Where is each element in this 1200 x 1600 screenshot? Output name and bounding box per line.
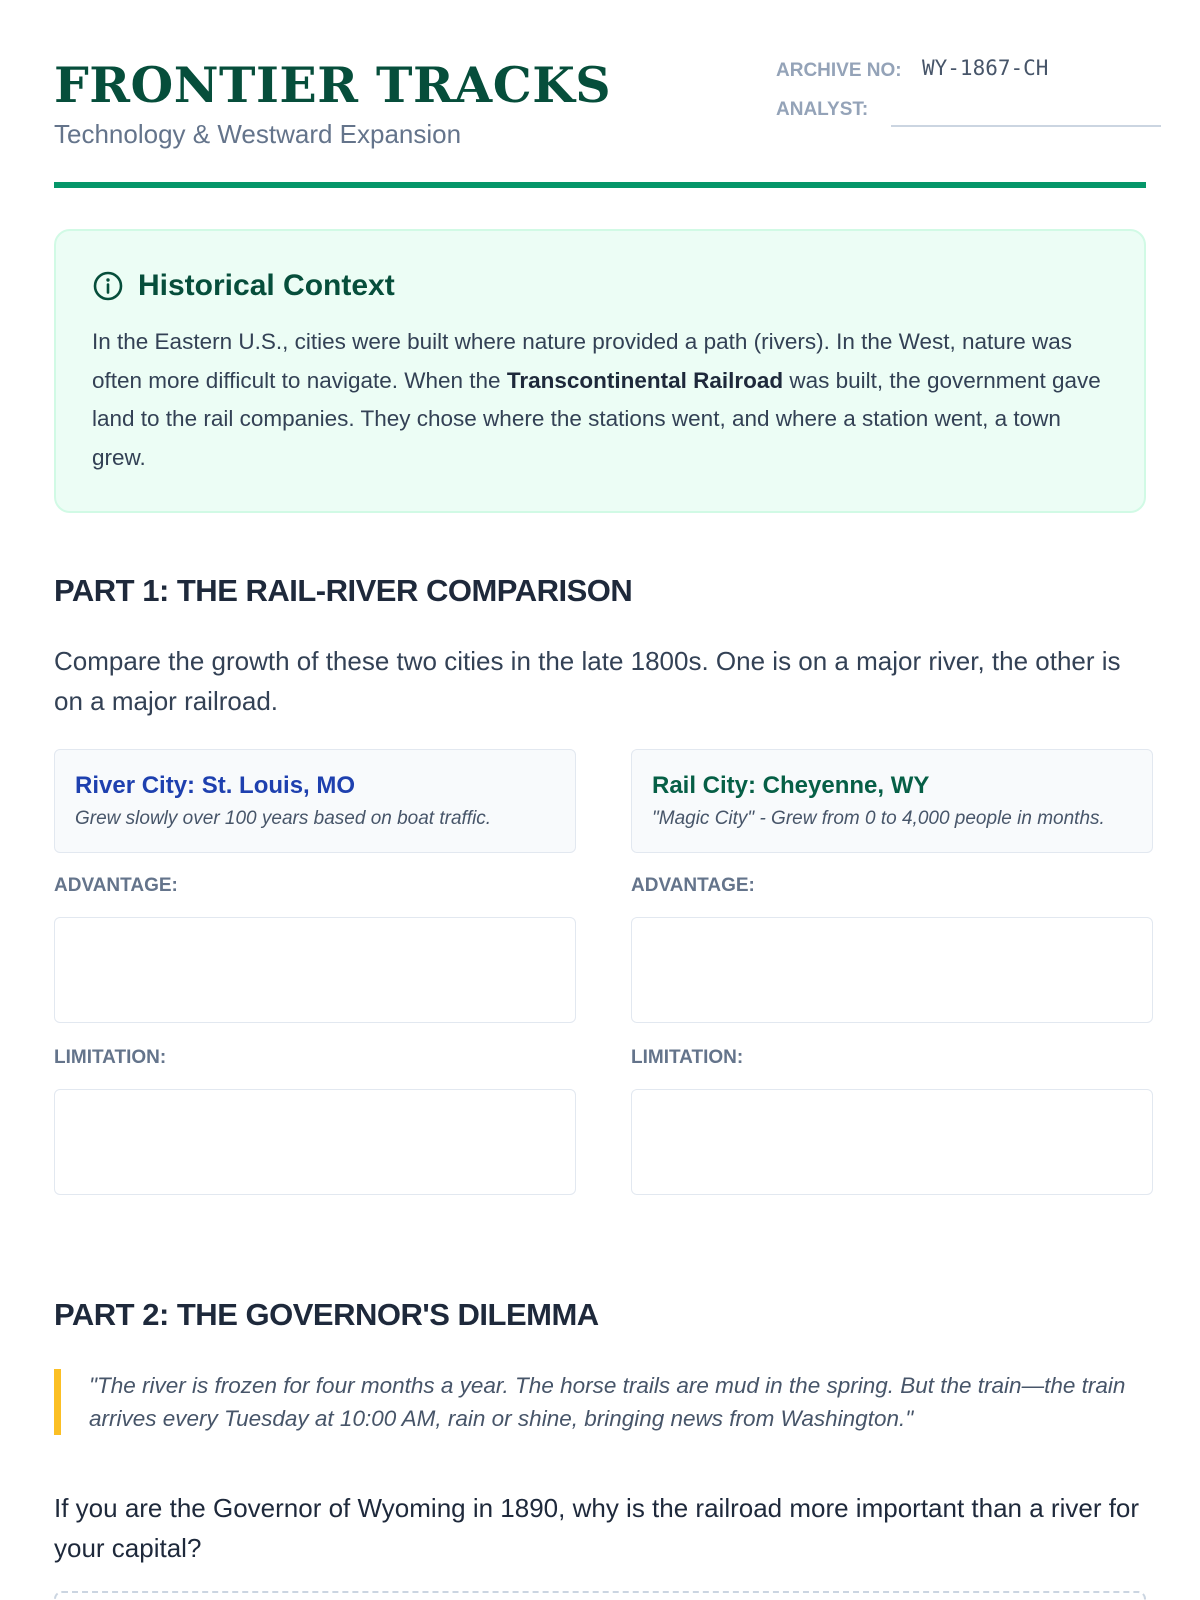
part1-title: PART 1: THE RAIL-RIVER COMPARISON — [54, 573, 633, 608]
archive-value: WY-1867-CH — [922, 56, 1049, 80]
part1-intro: Compare the growth of these two cities in the late 1800s. One is on a major river, the other is on a major railroad. — [54, 646, 1121, 716]
archive-label: ARCHIVE NO: — [776, 60, 902, 81]
river-city-column — [54, 749, 576, 1195]
worksheet-subtitle: Technology & Westward Expansion — [54, 119, 462, 149]
rail-advantage-input[interactable] — [631, 917, 1153, 1023]
context-title: Historical Context — [138, 269, 395, 302]
worksheet-title: FRONTIER TRACKS — [54, 56, 612, 114]
rail-city-card — [631, 749, 1153, 853]
rail-city-description: "Magic City" - Grew from 0 to 4,000 people in months. — [652, 808, 1105, 829]
context-text-start: In the Eastern U.S., cities were built where nature provided a path (rivers). In the West, nature was often more difficult to navigate. When the — [92, 329, 1073, 393]
river-city-card — [54, 749, 576, 853]
river-advantage-label: ADVANTAGE: — [54, 875, 178, 896]
governor-quote: "The river is frozen for four months a year. The horse trails are mud in the spring. But the train—the train arrives every Tuesday at 10:00 AM, rain or shine, bringing news from Washington." — [54, 1369, 1146, 1435]
context-text — [92, 323, 1102, 477]
context-text-bold: Transcontinental Railroad — [506, 367, 784, 393]
analyst-field[interactable] — [891, 125, 1161, 127]
historical-context-box — [54, 229, 1146, 513]
river-advantage-input[interactable] — [54, 917, 576, 1023]
river-limitation-input[interactable] — [54, 1089, 576, 1195]
rail-limitation-input[interactable] — [631, 1089, 1153, 1195]
river-limitation-label: LIMITATION: — [54, 1047, 167, 1068]
river-city-name: River City: St. Louis, MO — [75, 772, 356, 799]
rail-city-name: Rail City: Cheyenne, WY — [652, 772, 930, 799]
rail-limitation-label: LIMITATION: — [631, 1047, 744, 1068]
context-text-end: was built, the government gave land to the rail companies. They chose where the stations went, and where a station went, a town grew. — [92, 367, 1101, 470]
worksheet-page — [54, 0, 1146, 1563]
part2-title: PART 2: THE GOVERNOR'S DILEMMA — [54, 1297, 599, 1332]
river-city-description: Grew slowly over 100 years based on boat traffic. — [75, 808, 492, 829]
part2-question: If you are the Governor of Wyoming in 1890, why is the railroad more important than a river for your capital? — [54, 1493, 1140, 1563]
context-header — [92, 269, 395, 303]
info-icon — [92, 270, 124, 302]
rail-advantage-label: ADVANTAGE: — [631, 875, 755, 896]
part2-answer-input[interactable] — [54, 1591, 1146, 1600]
worksheet-header — [54, 0, 1146, 188]
analyst-label: ANALYST: — [776, 99, 869, 120]
rail-city-column — [631, 749, 1153, 1195]
